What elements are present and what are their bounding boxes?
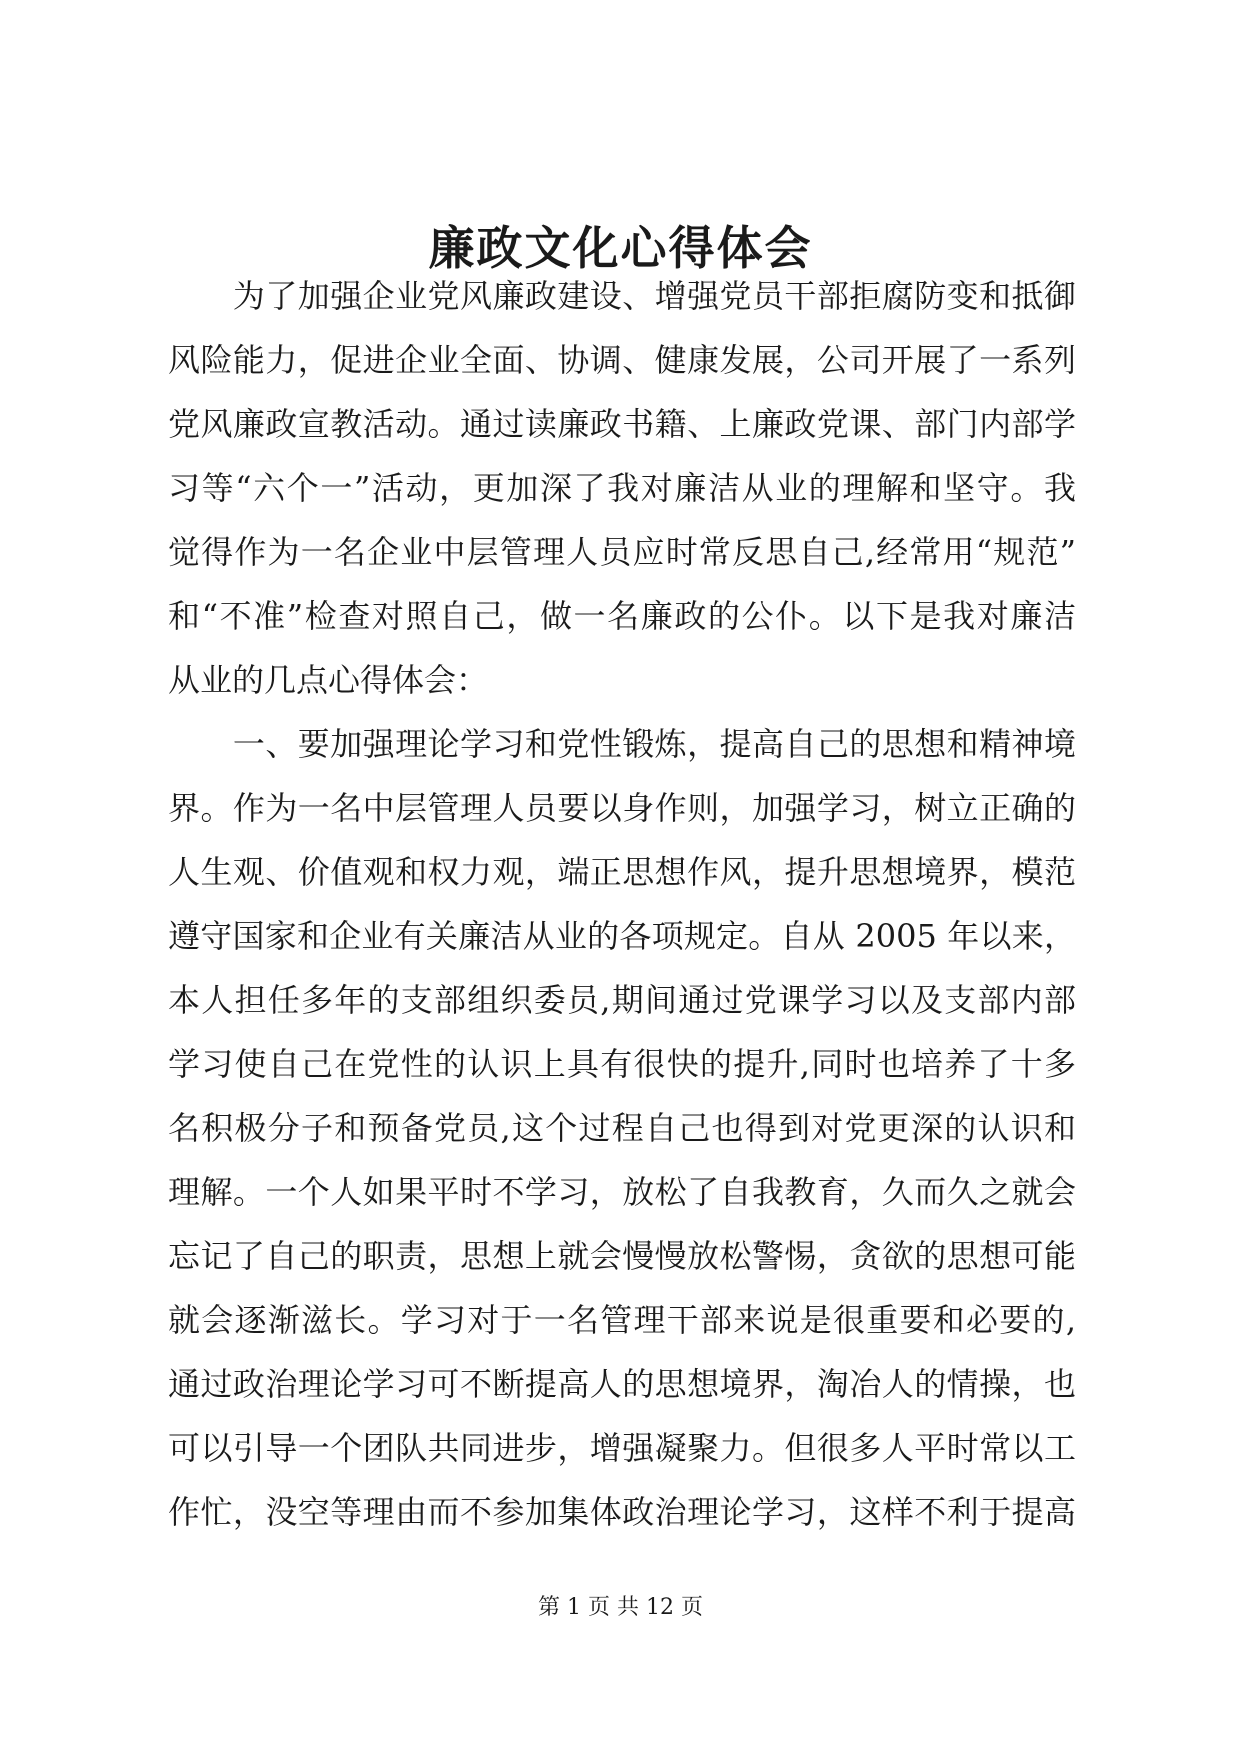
text-line: 风险能力，促进企业全面、协调、健康发展，公司开展了一系列: [168, 341, 1076, 379]
text-line: 习等“六个一”活动，更加深了我对廉洁从业的理解和坚守。我: [168, 469, 1076, 507]
document-body: [168, 264, 1076, 1544]
text-line: 可以引导一个团队共同进步，增强凝聚力。但很多人平时常以工: [168, 1429, 1076, 1467]
text-line: 作忙，没空等理由而不参加集体政治理论学习，这样不利于提高: [168, 1493, 1076, 1531]
text-line: 从业的几点心得体会：: [168, 661, 489, 699]
text-line: 遵守国家和企业有关廉洁从业的各项规定。自从 2005 年以来，: [168, 917, 1076, 955]
text-line: 觉得作为一名企业中层管理人员应时常反思自己,经常用“规范”: [168, 533, 1076, 571]
text-line: 人生观、价值观和权力观，端正思想作风，提升思想境界，模范: [168, 853, 1076, 891]
text-line: 为了加强企业党风廉政建设、增强党员干部拒腐防变和抵御: [168, 277, 1076, 315]
document-title: 廉政文化心得体会: [428, 221, 813, 275]
text-line: 就会逐渐滋长。学习对于一名管理干部来说是很重要和必要的,: [168, 1301, 1076, 1339]
text-line: 理解。一个人如果平时不学习，放松了自我教育，久而久之就会: [168, 1173, 1076, 1211]
text-line: 本人担任多年的支部组织委员,期间通过党课学习以及支部内部: [168, 981, 1076, 1019]
text-line: 界。作为一名中层管理人员要以身作则，加强学习，树立正确的: [168, 789, 1076, 827]
text-line: 和“不准”检查对照自己，做一名廉政的公仆。以下是我对廉洁: [168, 597, 1076, 635]
text-line: 忘记了自己的职责，思想上就会慢慢放松警惕，贪欲的思想可能: [168, 1237, 1076, 1275]
text-line: 党风廉政宣教活动。通过读廉政书籍、上廉政党课、部门内部学: [168, 405, 1076, 443]
text-line: 通过政治理论学习可不断提高人的思想境界，淘冶人的情操，也: [168, 1365, 1076, 1403]
text-line: 学习使自己在党性的认识上具有很快的提升,同时也培养了十多: [168, 1045, 1076, 1083]
text-line: 名积极分子和预备党员,这个过程自己也得到对党更深的认识和: [168, 1109, 1076, 1147]
page-number: 第 1 页 共 12 页: [538, 1595, 703, 1620]
text-line: 一、要加强理论学习和党性锻炼，提高自己的思想和精神境: [168, 725, 1076, 763]
